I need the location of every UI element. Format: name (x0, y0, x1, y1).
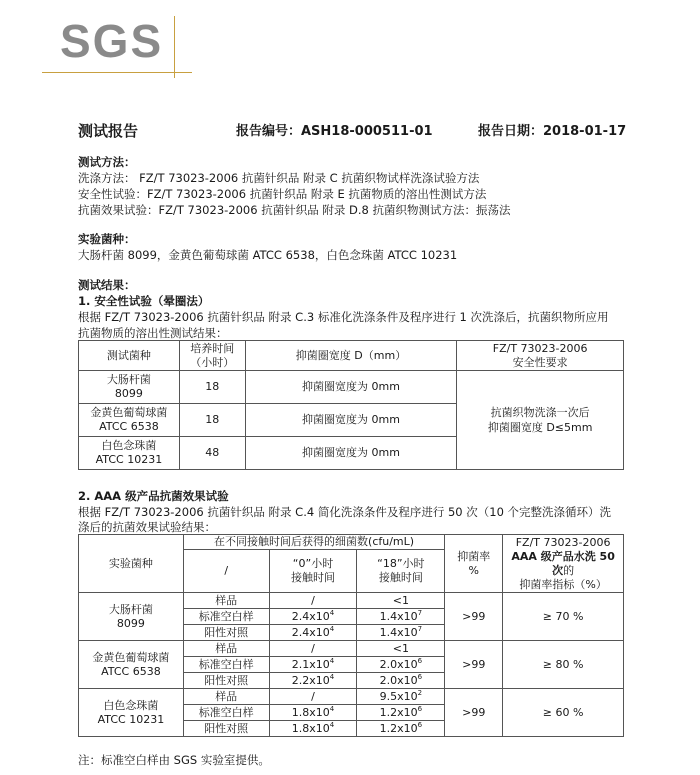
safety-table (78, 340, 624, 470)
hours-cell: 18 (179, 371, 245, 404)
count-mantissa: 2.2x10 (291, 673, 330, 687)
sample-cell: 标准空白样 (183, 657, 269, 673)
header-std-suffix: 的 (563, 563, 575, 577)
header-req-line: FZ/T 73023-2006 (492, 341, 588, 355)
count-0h-cell (269, 689, 357, 705)
strain-name: 金黄色葡萄球菌 (92, 650, 170, 664)
count-mantissa: / (311, 641, 315, 655)
count-mantissa: / (311, 689, 315, 703)
header-rate-line: % (468, 563, 479, 577)
count-exponent: 4 (329, 624, 335, 633)
strain-name: 大肠杆菌 (108, 602, 153, 616)
strains-text: 大肠杆菌 8099，金黄色葡萄球菌 ATCC 6538，白色念珠菌 ATCC 10231 (78, 248, 458, 262)
count-0h-cell (269, 657, 357, 673)
header-req-line: 安全性要求 (512, 355, 568, 369)
section-2-title: 2. AAA 级产品抗菌效果试验 (78, 489, 229, 503)
count-exponent: 4 (329, 704, 335, 713)
requirement-line: 抗菌织物洗涤一次后 (490, 406, 590, 419)
count-exponent: 6 (417, 672, 423, 681)
header-18h-line: “18”小时 (377, 557, 425, 570)
header-time-line: （小时） (190, 355, 235, 369)
strain-cell (79, 404, 180, 437)
header-std-line: FZ/T 73023-2006 (515, 535, 611, 549)
count-mantissa: 1.4x10 (379, 625, 418, 639)
standard-cell: ≥ 70 % (503, 593, 624, 641)
table-header-row (79, 341, 624, 371)
hours-cell: 18 (179, 404, 245, 437)
count-mantissa: 1.8x10 (291, 705, 330, 719)
count-mantissa: 1.8x10 (291, 721, 330, 735)
count-mantissa: 2.1x10 (291, 657, 330, 671)
count-exponent: 2 (417, 688, 423, 697)
efficacy-table-body (79, 593, 624, 737)
sample-cell: 样品 (183, 593, 269, 609)
sample-cell: 标准空白样 (183, 609, 269, 625)
sample-cell: 样品 (183, 689, 269, 705)
logo-text: SGS (60, 15, 164, 67)
footnote: 注：标准空白样由 SGS 实验室提供。 (78, 753, 270, 767)
count-0h-cell (269, 721, 357, 737)
count-18h-cell (357, 641, 445, 657)
efficacy-table (78, 534, 624, 737)
strain-cell (79, 371, 180, 404)
strain-cell (79, 689, 184, 737)
strain-code: ATCC 10231 (95, 453, 163, 466)
count-mantissa: 1.4x10 (379, 609, 418, 623)
sample-cell: 阳性对照 (183, 673, 269, 689)
report-title: 测试报告 (78, 122, 139, 140)
section-2-desc: 涤后的抗菌效果试验结果： (78, 520, 216, 534)
header-requirement (457, 341, 624, 371)
header-counts: 在不同接触时间后获得的细菌数(cfu/mL) (183, 535, 445, 550)
count-mantissa: 9.5x10 (379, 689, 418, 703)
table-row (79, 371, 624, 404)
count-mantissa: 2.0x10 (379, 657, 418, 671)
count-exponent: 7 (417, 624, 423, 633)
count-exponent: 6 (417, 720, 423, 729)
methods-heading: 测试方法： (78, 155, 136, 169)
table-row (79, 641, 624, 657)
count-18h-cell (357, 721, 445, 737)
header-slash: / (183, 550, 269, 593)
strain-code: ATCC 6538 (101, 664, 161, 678)
table-row (79, 689, 624, 705)
count-exponent: 4 (329, 720, 335, 729)
header-0h (269, 550, 357, 593)
header-time (179, 341, 245, 371)
header-rate-line: 抑菌率 (457, 549, 491, 563)
header-std-bold: AAA 级产品水洗 50 次 (511, 549, 615, 577)
strain-name: 白色念珠菌 (103, 698, 159, 712)
method-line: 抗菌效果试验：FZ/T 73023-2006 抗菌针织品 附录 D.8 抗菌织物测试方法：振荡法 (78, 203, 511, 217)
section-1-desc: 根据 FZ/T 73023-2006 抗菌针织品 附录 C.3 标准化洗涤条件及程序进行 1 次洗涤后，抗菌织物所应用 (78, 310, 609, 324)
count-0h-cell (269, 705, 357, 721)
count-0h-cell (269, 625, 357, 641)
header-std-line (505, 550, 621, 578)
count-exponent: 4 (329, 672, 335, 681)
report-number: 报告编号：ASH18-000511-01 (236, 124, 433, 139)
sample-cell: 阳性对照 (183, 625, 269, 641)
strain-code: ATCC 10231 (97, 712, 165, 726)
count-0h-cell (269, 593, 357, 609)
requirement-line: 抑菌圈宽度 D≤5mm (487, 421, 593, 434)
count-18h-cell (357, 593, 445, 609)
table-row (79, 593, 624, 609)
header-18h (357, 550, 445, 593)
header-std-line: 抑菌率指标（%） (519, 577, 607, 591)
count-mantissa: <1 (392, 593, 409, 607)
zone-cell: 抑菌圈宽度为 0mm (245, 404, 457, 437)
header-strain: 实验菌种 (79, 535, 184, 593)
standard-cell: ≥ 60 % (503, 689, 624, 737)
hours-cell: 48 (179, 437, 245, 470)
count-exponent: 6 (417, 656, 423, 665)
header-rate (445, 535, 503, 593)
count-mantissa: 1.2x10 (379, 705, 418, 719)
strain-name: 白色念珠菌 (101, 439, 157, 452)
header-zone: 抑菌圈宽度 D（mm） (245, 341, 457, 371)
strain-cell (79, 437, 180, 470)
strains-heading: 实验菌种： (78, 232, 136, 246)
count-18h-cell (357, 625, 445, 641)
count-0h-cell (269, 673, 357, 689)
count-mantissa: 2.0x10 (379, 673, 418, 687)
header-0h-line: “0”小时 (292, 557, 334, 570)
header-18h-line: 接触时间 (378, 571, 423, 584)
count-0h-cell (269, 609, 357, 625)
sample-cell: 标准空白样 (183, 705, 269, 721)
count-exponent: 6 (417, 704, 423, 713)
sgs-logo (60, 14, 190, 74)
strain-code: ATCC 6538 (99, 420, 159, 433)
count-exponent: 4 (329, 608, 335, 617)
sample-cell: 样品 (183, 641, 269, 657)
logo-divider (174, 16, 175, 78)
strain-cell (79, 641, 184, 689)
strain-code: 8099 (114, 387, 143, 400)
requirement-cell (457, 371, 624, 470)
count-18h-cell (357, 609, 445, 625)
logo-underline (42, 72, 192, 73)
method-line: 洗涤方法： FZ/T 73023-2006 抗菌针织品 附录 C 抗菌织物试样洗涤试验方法 (78, 171, 480, 185)
count-18h-cell (357, 657, 445, 673)
rate-cell: >99 (445, 689, 503, 737)
standard-cell: ≥ 80 % (503, 641, 624, 689)
strain-name: 金黄色葡萄球菌 (90, 406, 168, 419)
header-time-line: 培养时间 (190, 341, 235, 355)
count-mantissa: / (311, 593, 315, 607)
count-mantissa: 1.2x10 (379, 721, 418, 735)
count-18h-cell (357, 673, 445, 689)
header-standard (503, 535, 624, 593)
count-mantissa: 2.4x10 (291, 625, 330, 639)
sample-cell: 阳性对照 (183, 721, 269, 737)
count-mantissa: <1 (392, 641, 409, 655)
strain-cell (79, 593, 184, 641)
rate-cell: >99 (445, 641, 503, 689)
strain-name: 大肠杆菌 (106, 373, 151, 386)
rate-cell: >99 (445, 593, 503, 641)
report-date: 报告日期：2018-01-17 (478, 124, 627, 139)
table-header-row (79, 535, 624, 550)
zone-cell: 抑菌圈宽度为 0mm (245, 371, 457, 404)
method-line: 安全性试验：FZ/T 73023-2006 抗菌针织品 附录 E 抗菌物质的溶出性测试方法 (78, 187, 487, 201)
section-2-desc: 根据 FZ/T 73023-2006 抗菌针织品 附录 C.4 简化洗涤条件及程序进行 50 次（10 个完整洗涤循环）洗 (78, 505, 612, 519)
count-exponent: 7 (417, 608, 423, 617)
header-0h-line: 接触时间 (291, 571, 335, 584)
count-mantissa: 2.4x10 (291, 609, 330, 623)
strain-code: 8099 (116, 616, 145, 630)
count-18h-cell (357, 705, 445, 721)
count-exponent: 4 (329, 656, 335, 665)
zone-cell: 抑菌圈宽度为 0mm (245, 437, 457, 470)
count-0h-cell (269, 641, 357, 657)
section-1-desc: 抗菌物质的溶出性测试结果： (78, 326, 228, 340)
section-1-title: 1. 安全性试验（晕圈法） (78, 294, 210, 308)
header-strain: 测试菌种 (79, 341, 180, 371)
results-heading: 测试结果： (78, 278, 136, 292)
count-18h-cell (357, 689, 445, 705)
